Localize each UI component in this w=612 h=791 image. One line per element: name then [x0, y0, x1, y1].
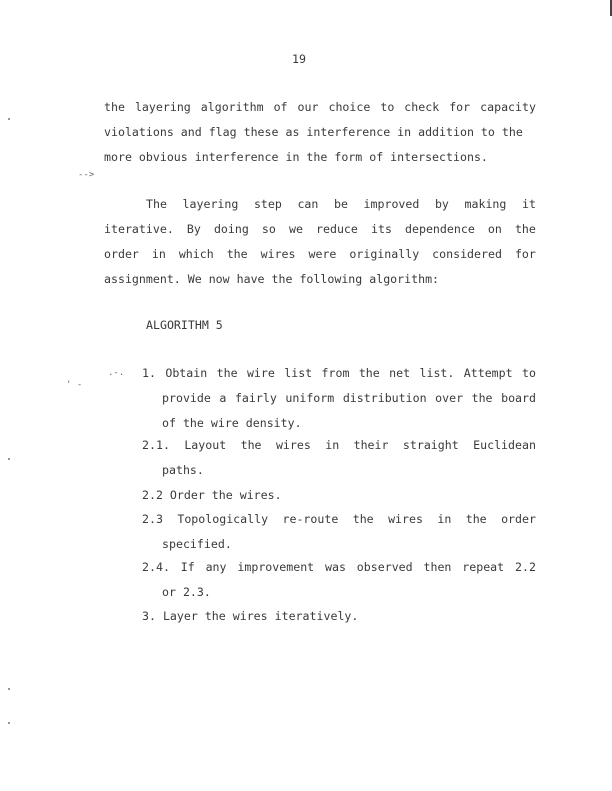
word: order	[104, 247, 139, 261]
word: considered	[432, 247, 502, 261]
word: algorithm	[200, 100, 264, 114]
word: net	[389, 366, 411, 380]
margin-mark: -->	[78, 170, 95, 180]
step-2-1-line1	[142, 438, 536, 452]
word: its	[370, 222, 392, 236]
word: 2.1.	[142, 438, 170, 452]
word: The	[146, 197, 167, 211]
word: 2.4.	[142, 560, 170, 574]
step-2-1-line2: paths.	[162, 463, 204, 477]
word: can	[297, 197, 319, 211]
word: observed	[356, 560, 413, 574]
margin-mark: ' -	[66, 380, 83, 390]
word: for	[449, 100, 471, 114]
para2-line1	[146, 197, 536, 211]
algorithm-title: ALGORITHM 5	[146, 318, 223, 332]
word: uniform	[285, 391, 335, 405]
word: a	[219, 391, 227, 405]
word: doing	[213, 222, 249, 236]
word: wires	[260, 247, 296, 261]
scan-speck	[8, 118, 10, 120]
word: step	[253, 197, 282, 211]
word: in	[151, 247, 166, 261]
word: in	[325, 438, 340, 452]
word: order	[501, 512, 536, 526]
word: 2.2	[514, 560, 536, 574]
word: If	[180, 560, 195, 574]
step-2-3-line1	[142, 512, 536, 526]
word: the	[465, 512, 487, 526]
word: from	[321, 366, 350, 380]
word: the	[216, 366, 238, 380]
word: making	[464, 197, 507, 211]
word: provide	[162, 391, 211, 405]
word: originally	[349, 247, 420, 261]
para1-line2: violations and flag these as interference in addition to the	[104, 125, 523, 139]
word: wires	[388, 512, 423, 526]
word: board	[501, 391, 536, 405]
word: be	[333, 197, 348, 211]
word: fairly	[234, 391, 277, 405]
word: improved	[363, 197, 420, 211]
word: improvement	[237, 560, 315, 574]
step-2-3-line2: specified.	[162, 537, 232, 551]
word: iterative.	[104, 222, 174, 236]
scan-speck	[8, 722, 10, 724]
step-2-2: 2.2 Order the wires.	[142, 488, 282, 502]
page-number: 19	[292, 52, 306, 66]
scan-speck	[8, 688, 10, 690]
step-1-line2	[162, 391, 536, 405]
para1-line1	[104, 100, 536, 114]
word: over	[435, 391, 464, 405]
word: we	[288, 222, 303, 236]
word: capacity	[480, 100, 536, 114]
word: the	[514, 222, 536, 236]
scan-speck	[8, 458, 10, 460]
step-2-4-line1	[142, 560, 536, 574]
word: Obtain	[165, 366, 208, 380]
word: the	[352, 512, 374, 526]
word: layering	[182, 197, 239, 211]
para1-line3: more obvious interference in the form of intersections.	[104, 150, 488, 164]
word: dependence	[405, 222, 475, 236]
para2-line3	[104, 247, 536, 261]
step-3: 3. Layer the wires iteratively.	[142, 609, 359, 623]
word: the	[471, 391, 493, 405]
word: choice	[328, 100, 371, 114]
word: their	[353, 438, 389, 452]
word: Layout	[184, 438, 227, 452]
word: Attempt	[463, 366, 513, 380]
word: which	[178, 247, 214, 261]
word: was	[325, 560, 346, 574]
word: wire	[246, 366, 275, 380]
word: list.	[419, 366, 455, 380]
word: so	[261, 222, 276, 236]
word: the	[358, 366, 380, 380]
word: distribution	[342, 391, 427, 405]
word: any	[205, 560, 227, 574]
word: to	[380, 100, 395, 114]
word: for	[514, 247, 536, 261]
word: in	[437, 512, 452, 526]
word: 1.	[142, 366, 156, 380]
word: wires	[275, 438, 311, 452]
para2-line2	[104, 222, 536, 236]
word: it	[521, 197, 536, 211]
word: reduce	[316, 222, 358, 236]
step-2-4-line2: or 2.3.	[162, 585, 211, 599]
step-1-line3: of the wire density.	[162, 416, 302, 430]
word: list	[284, 366, 313, 380]
word: of	[273, 100, 288, 114]
word: straight	[402, 438, 459, 452]
word: Topologically	[177, 512, 269, 526]
word: the	[104, 100, 125, 114]
word: by	[434, 197, 449, 211]
word: Euclidean	[473, 438, 536, 452]
margin-mark: .-.	[108, 368, 125, 378]
word: check	[404, 100, 440, 114]
word: the	[226, 247, 248, 261]
word: our	[297, 100, 319, 114]
word: on	[487, 222, 502, 236]
word: then	[423, 560, 452, 574]
para2-line4: assignment. We now have the following algorithm:	[104, 272, 440, 286]
word: By	[186, 222, 201, 236]
step-1-line1	[142, 366, 536, 380]
word: to	[522, 366, 536, 380]
word: 2.3	[142, 512, 163, 526]
word: the	[240, 438, 262, 452]
word: repeat	[462, 560, 505, 574]
word: layering	[134, 100, 191, 114]
word: were	[308, 247, 337, 261]
word: re-route	[282, 512, 339, 526]
